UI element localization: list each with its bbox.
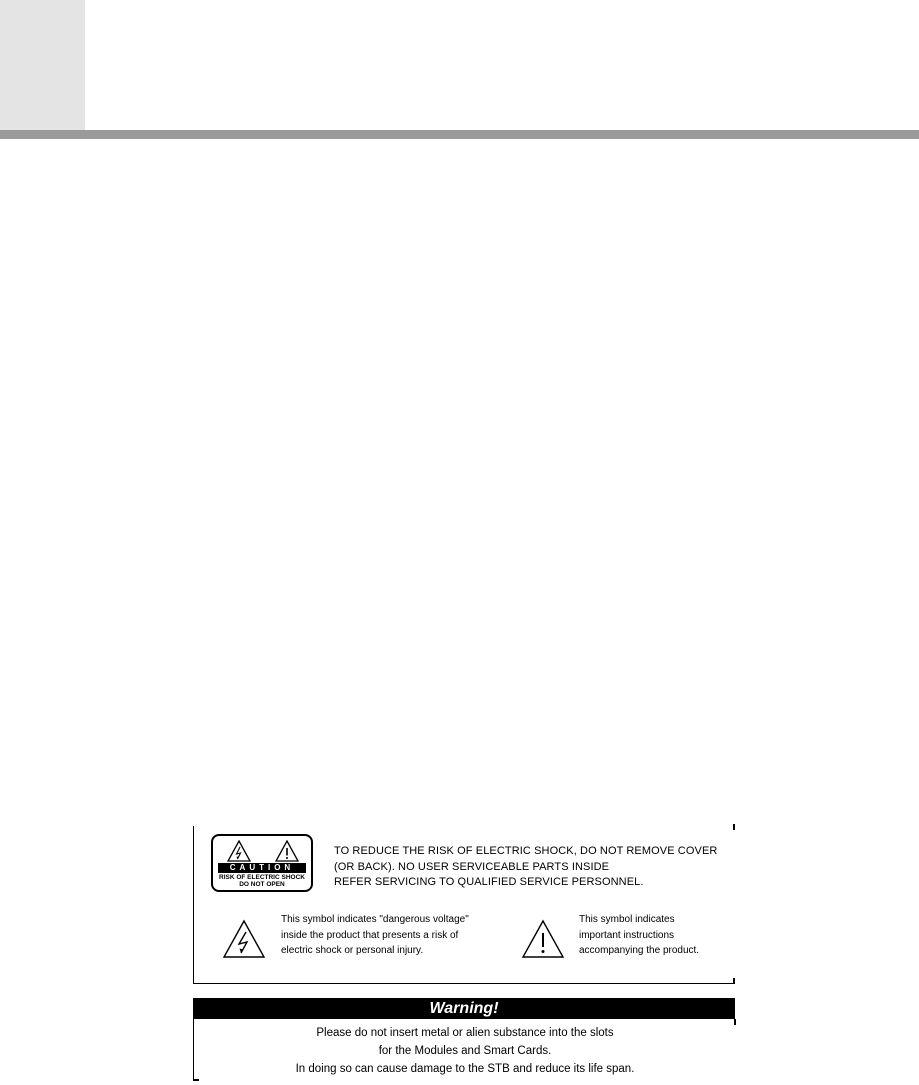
voltage-desc-line: This symbol indicates "dangerous voltage" [281, 914, 469, 925]
lightning-triangle-icon [227, 840, 251, 862]
instruction-desc-line: accompanying the product. [579, 945, 700, 956]
shock-warning-line: (OR BACK). NO USER SERVICEABLE PARTS INSIDE [334, 860, 610, 873]
exclamation-triangle-icon [521, 919, 565, 959]
box-corner-tick [193, 1079, 199, 1081]
warning-title-bar: Warning! [193, 998, 735, 1019]
warning-line: Please do not insert metal or alien substance into the slots [316, 1027, 614, 1039]
caution-do-not-open-text: DO NOT OPEN [239, 881, 285, 888]
warning-line: for the Modules and Smart Cards. [378, 1045, 552, 1057]
warning-box [193, 1019, 735, 1081]
shock-warning-line: TO REDUCE THE RISK OF ELECTRIC SHOCK, DO NOT REMOVE COVER [334, 845, 718, 857]
voltage-desc-line: inside the product that presents a risk of [281, 929, 459, 941]
box-corner-tick [733, 978, 735, 984]
warning-text [194, 1024, 736, 1078]
voltage-desc-line: electric shock or personal injury. [281, 945, 424, 956]
caution-box [193, 826, 734, 984]
box-corner-tick [733, 824, 735, 830]
shock-warning-text [334, 844, 734, 891]
caution-label-plate [211, 834, 313, 892]
shock-warning-line: REFER SERVICING TO QUALIFIED SERVICE PERSONNEL. [334, 876, 644, 888]
warning-line: In doing so can cause damage to the STB and reduce its life span. [295, 1063, 635, 1075]
instruction-desc-line: important instructions [579, 929, 675, 941]
exclamation-triangle-icon [275, 840, 299, 862]
header-rule [0, 130, 919, 139]
instruction-desc-line: This symbol indicates [579, 914, 675, 925]
header-corner-block [0, 0, 85, 130]
caution-strip: CAUTION [218, 863, 306, 873]
instruction-symbol-description [579, 912, 729, 959]
voltage-symbol-description [281, 912, 501, 959]
caution-risk-text: RISK OF ELECTRIC SHOCK [219, 874, 305, 881]
lightning-triangle-icon [222, 919, 266, 959]
